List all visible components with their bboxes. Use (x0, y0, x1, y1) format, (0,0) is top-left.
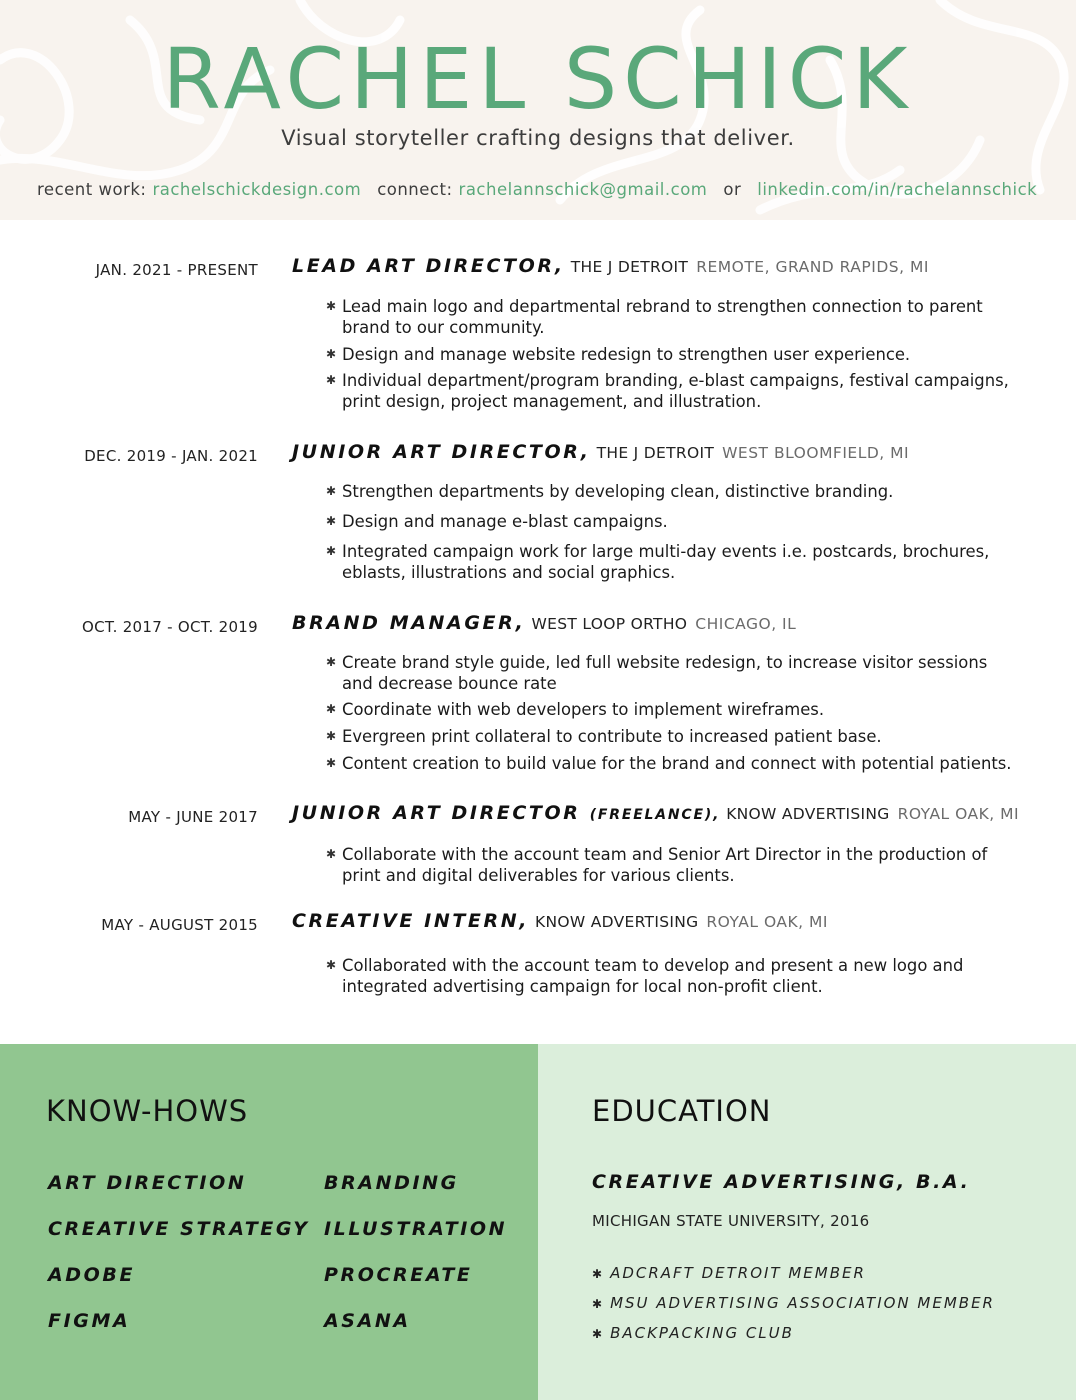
activity-label: MSU ADVERTISING ASSOCIATION MEMBER (610, 1294, 995, 1312)
asterisk-icon: ✱ (592, 1327, 605, 1341)
asterisk-icon: ✱ (326, 299, 337, 313)
asterisk-icon: ✱ (326, 347, 337, 361)
job-role-suffix: (FREELANCE), (589, 807, 721, 823)
list-item: ✱ Content creation to build value for the brand and connect with potential patients. (326, 754, 1012, 773)
list-item: ✱ Collaborated with the account team to develop and present a new logo and integrated advertising campaign for local non-profit client. (326, 956, 964, 996)
job-title-line (292, 255, 929, 277)
job-company: THE J DETROIT (570, 258, 689, 276)
or-label: or (723, 180, 742, 199)
job-location: REMOTE, GRAND RAPIDS, MI (696, 258, 929, 276)
connect-label: connect: (377, 180, 453, 199)
skill-item: CREATIVE STRATEGY (48, 1218, 310, 1240)
job-role: LEAD ART DIRECTOR, (292, 255, 565, 277)
list-item: ✱ Individual department/program branding, e-blast campaigns, festival campaigns, print design, project management, and illustration. (326, 371, 1009, 411)
resume-header (0, 0, 1076, 220)
job-company: THE J DETROIT (596, 444, 715, 462)
candidate-name: RACHEL SCHICK (162, 30, 914, 128)
asterisk-icon: ✱ (326, 484, 337, 498)
job-role-main: JUNIOR ART DIRECTOR (292, 802, 581, 824)
job-title-line (292, 612, 796, 634)
activity-label: BACKPACKING CLUB (610, 1324, 794, 1342)
job-location: ROYAL OAK, MI (897, 805, 1020, 823)
job-title-line (292, 910, 828, 932)
job-bullets (326, 844, 1016, 886)
asterisk-icon: ✱ (326, 702, 337, 716)
asterisk-icon: ✱ (326, 514, 337, 528)
job-dates: OCT. 2017 - OCT. 2019 (82, 618, 258, 636)
email-link[interactable]: rachelannschick@gmail.com (458, 180, 708, 199)
activity-label: ADCRAFT DETROIT MEMBER (610, 1264, 866, 1282)
skill-item: PROCREATE (324, 1264, 473, 1286)
job-location: ROYAL OAK, MI (706, 913, 828, 931)
asterisk-icon: ✱ (326, 373, 337, 387)
list-item: ✱ Lead main logo and departmental rebrand to strengthen connection to parent brand to our community. (326, 297, 983, 337)
list-item: ✱ Evergreen print collateral to contribute to increased patient base. (326, 727, 882, 746)
asterisk-icon: ✱ (326, 756, 337, 770)
job-role: JUNIOR ART DIRECTOR, (292, 441, 591, 463)
work-label: recent work: (37, 180, 147, 199)
job-role: CREATIVE INTERN, (292, 910, 530, 932)
list-item: ✱ Integrated campaign work for large multi-day events i.e. postcards, brochures, eblasts, illustrations and social graphics. (326, 542, 990, 582)
job-dates: DEC. 2019 - JAN. 2021 (84, 447, 258, 465)
job-company: WEST LOOP ORTHO (531, 615, 688, 633)
list-item (592, 1264, 866, 1282)
skill-item: ILLUSTRATION (324, 1218, 508, 1240)
linkedin-link[interactable]: linkedin.com/in/rachelannschick (757, 180, 1038, 199)
skill-item: ADOBE (48, 1264, 136, 1286)
asterisk-icon: ✱ (326, 655, 337, 669)
asterisk-icon: ✱ (326, 958, 337, 972)
job-bullets (326, 296, 1016, 412)
asterisk-icon: ✱ (326, 729, 337, 743)
skill-item: ASANA (324, 1310, 411, 1332)
job-dates: MAY - JUNE 2017 (128, 808, 258, 826)
job-role (292, 802, 720, 824)
list-item (592, 1294, 995, 1312)
education-heading: EDUCATION (592, 1094, 772, 1128)
asterisk-icon: ✱ (326, 847, 337, 861)
job-company: KNOW ADVERTISING (726, 805, 890, 823)
list-item: ✱ Coordinate with web developers to implement wireframes. (326, 700, 825, 719)
skill-item: ART DIRECTION (48, 1172, 247, 1194)
job-company: KNOW ADVERTISING (535, 913, 699, 931)
list-item: ✱ Create brand style guide, led full website redesign, to increase visitor sessions and decrease bounce rate (326, 653, 988, 693)
school: MICHIGAN STATE UNIVERSITY, 2016 (592, 1212, 870, 1230)
job-location: WEST BLOOMFIELD, MI (722, 444, 910, 462)
list-item: ✱ Strengthen departments by developing clean, distinctive branding. (326, 482, 894, 501)
degree: CREATIVE ADVERTISING, B.A. (592, 1171, 971, 1193)
knowhows-heading: KNOW-HOWS (46, 1094, 249, 1128)
job-dates: JAN. 2021 - PRESENT (95, 261, 258, 279)
job-dates: MAY - AUGUST 2015 (101, 916, 258, 934)
job-bullets (326, 955, 1016, 997)
asterisk-icon: ✱ (592, 1267, 605, 1281)
contact-line (37, 180, 1040, 199)
job-bullets (326, 481, 1016, 583)
list-item: ✱ Design and manage website redesign to strengthen user experience. (326, 345, 911, 364)
skill-item: BRANDING (324, 1172, 459, 1194)
job-role: BRAND MANAGER, (292, 612, 526, 634)
tagline: Visual storyteller crafting designs that deliver. (281, 126, 795, 150)
skill-item: FIGMA (48, 1310, 131, 1332)
list-item: ✱ Collaborate with the account team and Senior Art Director in the production of print and digital deliverables for various clients. (326, 845, 988, 885)
knowhows-section (0, 1044, 538, 1400)
list-item: ✱ Design and manage e-blast campaigns. (326, 512, 668, 531)
job-title-line (292, 802, 1019, 824)
education-section (538, 1044, 1076, 1400)
list-item (592, 1324, 794, 1342)
portfolio-link[interactable]: rachelschickdesign.com (152, 180, 362, 199)
asterisk-icon: ✱ (592, 1297, 605, 1311)
asterisk-icon: ✱ (326, 544, 337, 558)
job-title-line (292, 441, 909, 463)
job-bullets (326, 652, 1016, 774)
job-location: CHICAGO, IL (695, 615, 797, 633)
